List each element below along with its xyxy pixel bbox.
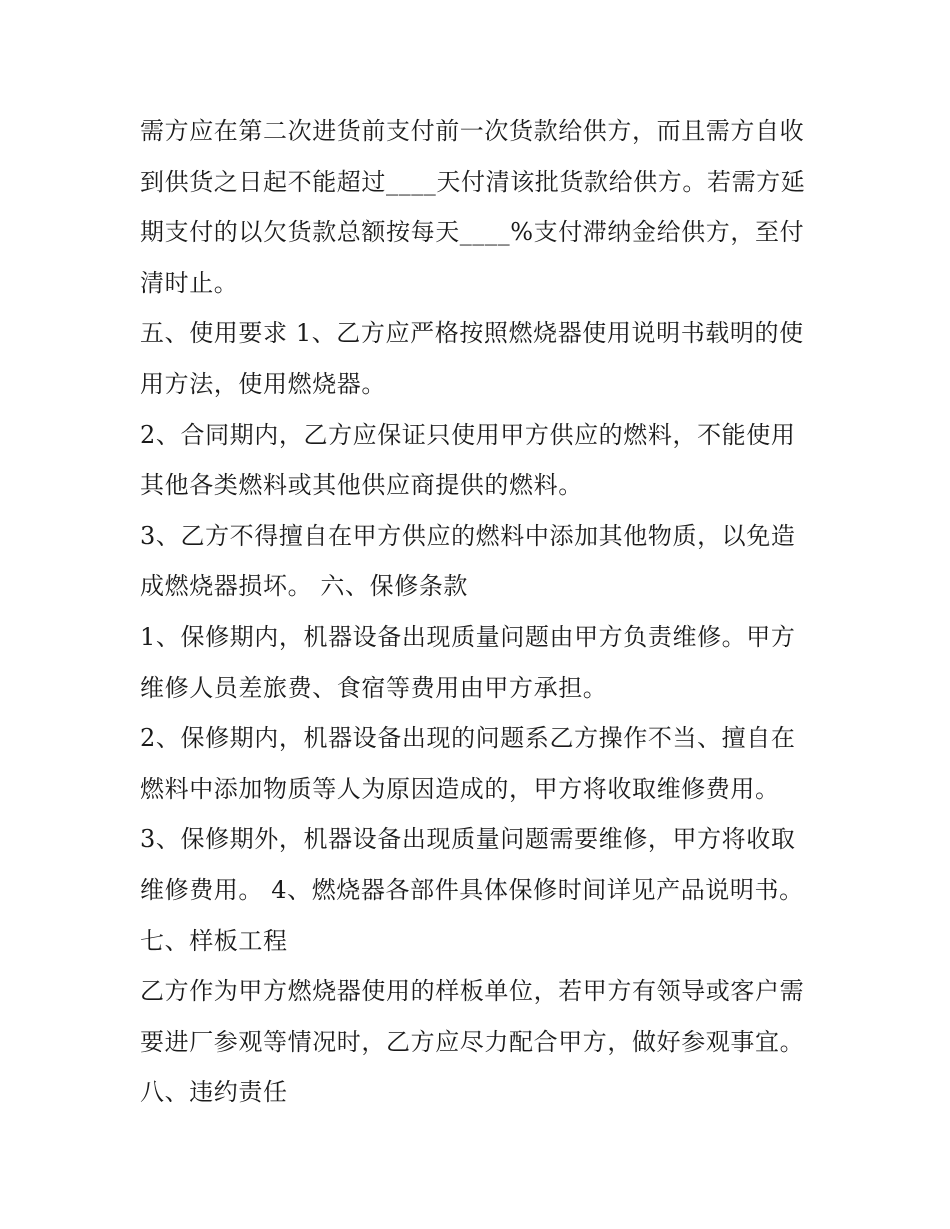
text-line: 期支付的以欠货款总额按每天____%支付滞纳金给供方，至付	[140, 218, 805, 247]
text-line: 要进厂参观等情况时，乙方应尽力配合甲方，做好参观事宜。	[140, 1027, 805, 1056]
text-line: 其他各类燃料或其他供应商提供的燃料。	[140, 471, 583, 500]
text-line: 3、乙方不得擅自在甲方供应的燃料中添加其他物质，以免造	[140, 521, 796, 550]
document-body	[140, 106, 820, 1118]
text-line: 燃料中添加物质等人为原因造成的，甲方将收取维修费用。	[140, 774, 780, 803]
text-line: 乙方作为甲方燃烧器使用的样板单位，若甲方有领导或客户需	[140, 977, 805, 1006]
text-line: 清时止。	[140, 268, 239, 297]
text-line: 需方应在第二次进货前支付前一次货款给供方，而且需方自收	[140, 117, 805, 145]
section-heading-7: 七、样板工程	[140, 926, 288, 955]
text-line: 维修费用。 4、燃烧器各部件具体保修时间详见产品说明书。	[140, 875, 804, 904]
text-line: 到供货之日起不能超过____天付清该批货款给供方。若需方延	[140, 167, 806, 196]
text-line: 用方法，使用燃烧器。	[140, 369, 386, 398]
section-heading-5: 五、使用要求 1、乙方应严格按照燃烧器使用说明书载明的使	[140, 319, 804, 348]
text-line: 2、保修期内，机器设备出现的问题系乙方操作不当、擅自在	[140, 724, 796, 753]
text-line: 2、合同期内，乙方应保证只使用甲方供应的燃料，不能使用	[140, 420, 796, 449]
section-heading-6: 成燃烧器损坏。 六、保修条款	[140, 572, 469, 601]
section-heading-8: 八、违约责任	[140, 1078, 288, 1107]
text-line: 维修人员差旅费、食宿等费用由甲方承担。	[140, 673, 608, 702]
text-line: 3、保修期外，机器设备出现质量问题需要维修，甲方将收取	[140, 825, 796, 854]
text-line: 1、保修期内，机器设备出现质量问题由甲方负责维修。甲方	[140, 622, 796, 651]
